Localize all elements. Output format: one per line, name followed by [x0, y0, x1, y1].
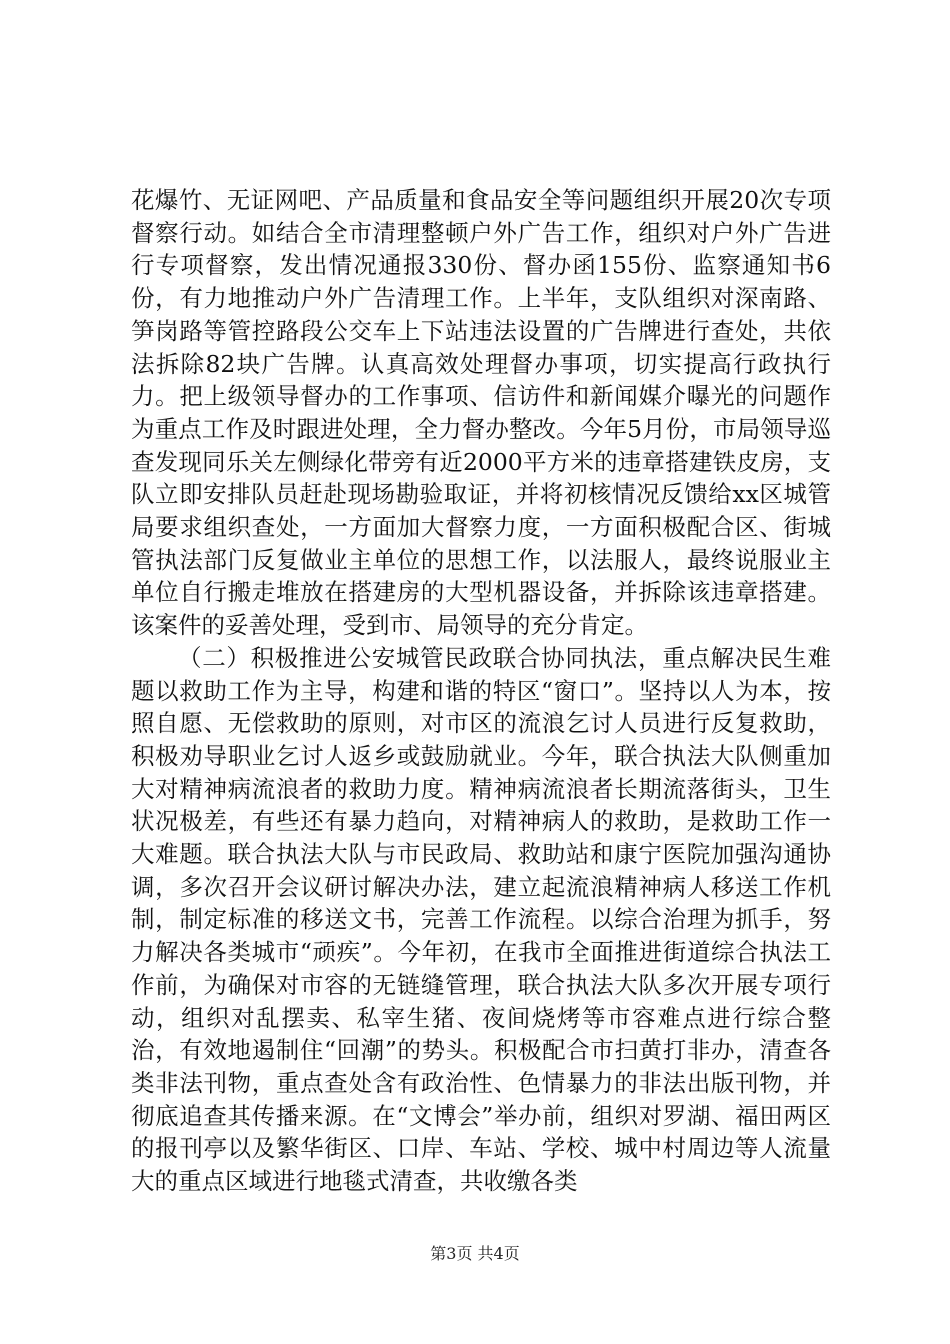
- page-number: 第3页 共4页: [430, 1244, 520, 1263]
- page-footer: [0, 1241, 950, 1264]
- paragraph-2: （二）积极推进公安城管民政联合协同执法，重点解决民生难题以救助工作为主导，构建和谐的特区“窗口”。坚持以人为本，按照自愿、无偿救助的原则，对市区的流浪乞讨人员进行反复救助，积极劝导职业乞讨人返乡或鼓励就业。今年，联合执法大队侧重加大对精神病流浪者的救助力度。精神病流浪者长期流落街头，卫生状况极差，有些还有暴力趋向，对精神病人的救助，是救助工作一大难题。联合执法大队与市民政局、救助站和康宁医院加强沟通协调，多次召开会议研讨解决办法，建立起流浪精神病人移送工作机制，制定标准的移送文书，完善工作流程。以综合治理为抓手，努力解决各类城市“顽疾”。今年初，在我市全面推进街道综合执法工作前，为确保对市容的无链缝管理，联合执法大队多次开展专项行动，组织对乱摆卖、私宰生猪、夜间烧烤等市容难点进行综合整治，有效地遏制住“回潮”的势头。积极配合市扫黄打非办，清查各类非法刊物，重点查处含有政治性、色情暴力的非法出版刊物，并彻底追查其传播来源。在“文博会”举办前，组织对罗湖、福田两区的报刊亭以及繁华街区、口岸、车站、学校、城中村周边等人流量大的重点区域进行地毯式清查，共收缴各类: [131, 643, 831, 1196]
- paragraph-1: 花爆竹、无证网吧、产品质量和食品安全等问题组织开展20次专项督察行动。如结合全市清理整顿户外广告工作，组织对户外广告进行专项督察，发出情况通报330份、督办函155份、监察通知书6份，有力地推动户外广告清理工作。上半年，支队组织对深南路、笋岗路等管控路段公交车上下站违法设置的广告牌进行查处，共依法拆除82块广告牌。认真高效处理督办事项，切实提高行政执行力。把上级领导督办的工作事项、信访件和新闻媒介曝光的问题作为重点工作及时跟进处理，全力督办整改。今年5月份，市局领导巡查发现同乐关左侧绿化带旁有近2000平方米的违章搭建铁皮房，支队立即安排队员赶赴现场勘验取证，并将初核情况反馈给xx区城管局要求组织查处，一方面加大督察力度，一方面积极配合区、街城管执法部门反复做业主单位的思想工作，以法服人，最终说服业主单位自行搬走堆放在搭建房的大型机器设备，并拆除该违章搭建。该案件的妥善处理，受到市、局领导的充分肯定。: [131, 186, 831, 640]
- document-body: [131, 184, 831, 1198]
